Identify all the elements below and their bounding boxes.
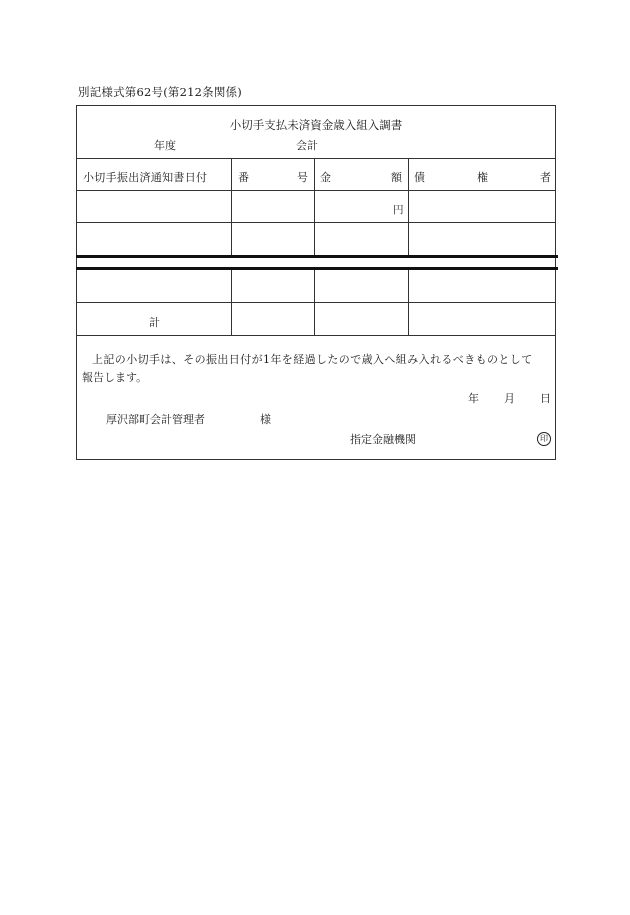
- header-check-notice-date: 小切手振出済通知書日付: [83, 171, 208, 184]
- divider-col2-lower: [314, 270, 315, 335]
- form-number-caption: 別記様式第62号(第212条関係): [78, 85, 242, 99]
- addressee-label: 厚沢部町会計管理者: [106, 413, 205, 426]
- account-label: 会計: [296, 139, 318, 152]
- header-number-char1: 番: [238, 171, 249, 184]
- rule-header-top: [77, 158, 555, 159]
- yen-unit-label: 円: [393, 204, 404, 216]
- rule-header-bottom: [77, 190, 555, 191]
- separator-thick-bottom: [76, 267, 558, 270]
- seal-mark: 印: [537, 432, 551, 446]
- statement-line-2: 報告します。: [82, 371, 148, 384]
- divider-col3-upper: [408, 158, 409, 255]
- header-amount-char1: 金: [320, 171, 331, 184]
- rule-total-bottom: [77, 335, 555, 336]
- form-title: 小切手支払未済資金歳入組入調書: [229, 118, 403, 132]
- rule-row3-bottom: [77, 302, 555, 303]
- divider-col2-upper: [314, 158, 315, 255]
- divider-col1-upper: [231, 158, 232, 255]
- header-creditor-char1: 債: [414, 171, 425, 184]
- fiscal-year-label: 年度: [154, 139, 176, 152]
- designated-institution-label: 指定金融機関: [350, 433, 416, 446]
- honorific-label: 様: [260, 413, 271, 426]
- statement-line-1: 上記の小切手は、その振出日付が1年を経過したので歳入へ組み入れるべきものとして: [92, 353, 533, 366]
- header-creditor-char3: 者: [540, 171, 551, 184]
- total-label: 計: [149, 316, 160, 329]
- date-year-label: 年: [468, 392, 479, 405]
- header-amount-char2: 額: [391, 171, 402, 184]
- divider-col3-lower: [408, 270, 409, 335]
- separator-thick-top: [76, 255, 558, 258]
- date-month-label: 月: [504, 392, 515, 405]
- report-form: [76, 105, 556, 460]
- date-day-label: 日: [540, 392, 551, 405]
- rule-row1-bottom: [77, 222, 555, 223]
- header-creditor-char2: 権: [477, 171, 488, 184]
- header-number-char2: 号: [297, 171, 308, 184]
- divider-col1-lower: [231, 270, 232, 335]
